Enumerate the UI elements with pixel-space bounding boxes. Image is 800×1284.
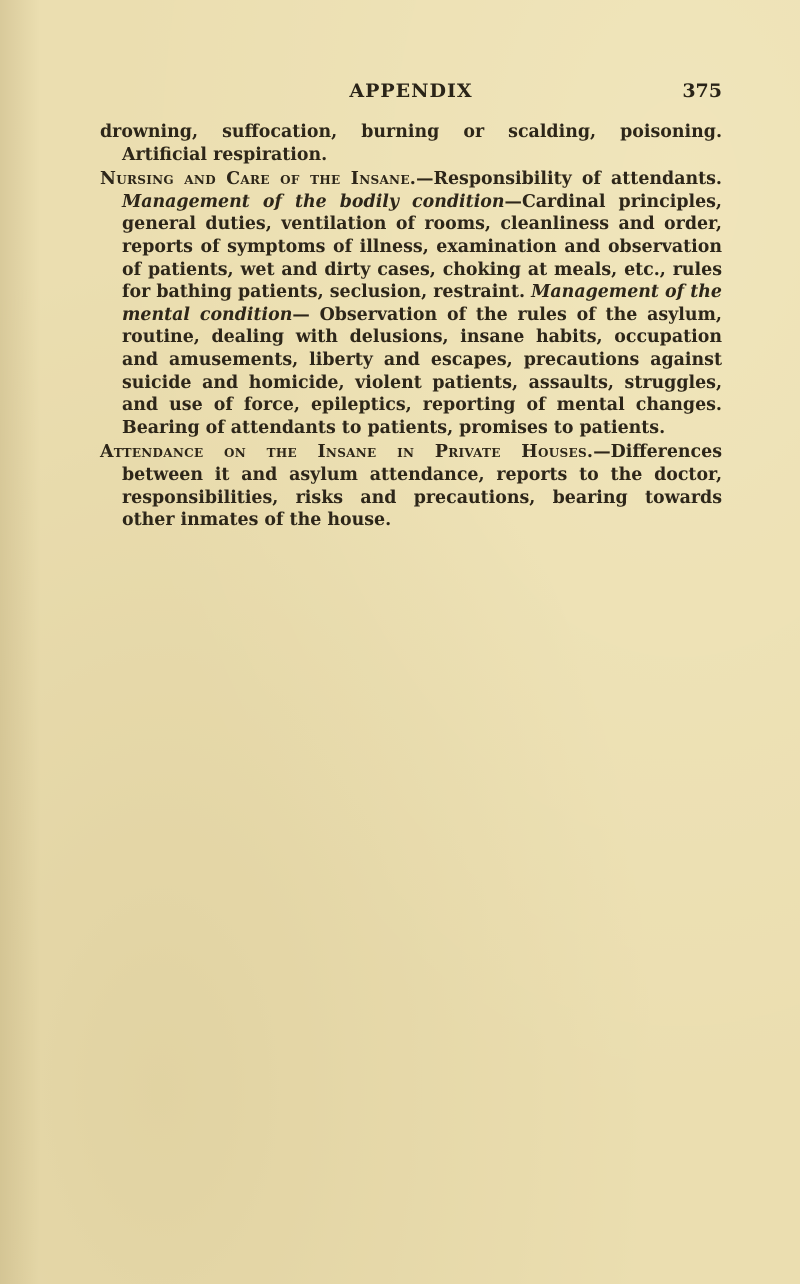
paragraph-body <box>100 168 722 439</box>
section-text: —Differences between it and asylum attendance, reports to the doctor, responsibilities, risks and precautions, bearing towards other inmates of the house. <box>122 442 722 531</box>
subheading-bodily-condition: Management of the bodily condition <box>122 191 505 212</box>
section-heading: Nursing and Care of the Insane. <box>100 169 417 190</box>
body-text <box>100 121 722 534</box>
paragraph-continuation <box>100 121 722 166</box>
section-heading: Attendance on the Insane in Private Houses. <box>100 442 594 463</box>
subtext-mental-condition: — Observation of the rules of the asylum, routine, dealing with delusions, insane habits, occupation and amusements, liberty and escapes, precautions against suicide and homicide, violent patients, assaults, struggles, and use of force, epileptics, reporting of mental changes. Bearing of attendants to patients, promises to patients. <box>122 304 722 438</box>
paragraph-nursing-and-care <box>100 168 722 439</box>
subtext-bodily-condition: —Cardinal principles, general duties, ventilation of rooms, cleanliness and order, reports of symptoms of illness, examination and observation of patients, wet and dirty cases, choking at meals, etc., rules for bathing patients, seclusion, restraint. <box>122 191 722 303</box>
paragraph-text: drowning, suffocation, burning or scalding, poisoning. Artificial respiration. <box>100 122 722 165</box>
running-title: APPENDIX <box>349 80 473 102</box>
page-header <box>100 80 722 110</box>
section-lead: —Responsibility of attendants. <box>416 169 722 190</box>
subheading-mental-condition: Management of the mental condition <box>122 282 722 325</box>
paragraph-body <box>100 441 722 531</box>
paragraph-private-houses <box>100 441 722 531</box>
page-number: 375 <box>682 80 722 102</box>
